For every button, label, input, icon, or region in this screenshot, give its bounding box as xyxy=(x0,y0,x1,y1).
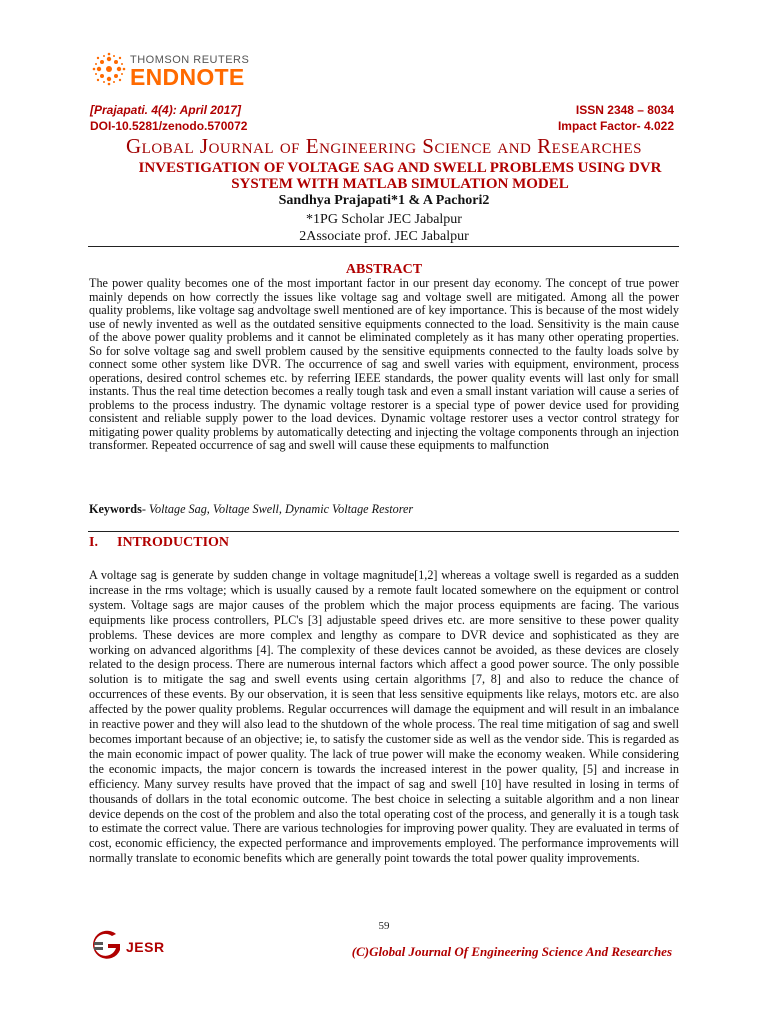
doi-text: DOI-10.5281/zenodo.570072 xyxy=(90,119,248,133)
affiliation-1: *1PG Scholar JEC Jabalpur xyxy=(306,212,462,227)
section-title: INTRODUCTION xyxy=(117,535,230,550)
endnote-sunburst-icon xyxy=(92,52,126,86)
keywords-line xyxy=(89,502,679,517)
gjesr-emblem-icon xyxy=(90,930,126,960)
keywords-text: - Voltage Sag, Voltage Swell, Dynamic Voltage Restorer xyxy=(141,502,414,516)
logo-thomson-reuters-text: THOMSON REUTERS xyxy=(130,54,250,66)
impact-factor-text: Impact Factor- 4.022 xyxy=(557,119,674,133)
section-number: I. xyxy=(89,535,98,550)
thomson-reuters-endnote-logo xyxy=(92,48,262,98)
abstract-body: The power quality becomes one of the most important factor in our present day economy. The concept of true power mainly depends on how correctly the issues like voltage sag and voltage swell are mitigated. Among all the power quality problems, like voltage sag andvoltage swell mentioned are of key importance. This is because of the most widely use of newly invented as well as the outdated sensitive equipments connected to the load. Sensitivity is the main cause of the above power quality problems and it cannot be eliminated completely as it has many other operating properties. So for solve voltage sag and swell problem caused by the sensitive equipments connected to the faulty loads solve by connect some other system like DVR. The occurrence of sag and swell varies with equipment, environment, process operations, desired control schemes etc. by referring IEEE standards, the power quality events will last only for small instants. Thus the real time detection becomes a really tough task and even a small instant variation will cause a series of problems to the process industry. The dynamic voltage restorer is a special type of power device used for providing consistent and reliable supply power to the load devices. Dynamic voltage restorer uses a vector control strategy for mitigating power quality problems by automatically detecting and injecting the voltage components through an injection transformer. Repeated occurrence of sag and swell will cause these equipments to malfunction xyxy=(89,276,679,452)
page-number: 59 xyxy=(378,920,390,932)
gjesr-logo xyxy=(90,930,190,960)
citation-text: [Prajapati. 4(4): April 2017] xyxy=(90,103,241,117)
divider xyxy=(88,531,679,532)
gjesr-logo-text: JESR xyxy=(126,939,165,955)
abstract-heading: ABSTRACT xyxy=(345,262,423,277)
paper-authors: Sandhya Prajapati*1 & A Pachori2 xyxy=(278,193,490,208)
divider xyxy=(88,246,679,247)
section-heading xyxy=(89,535,229,551)
footer-copyright: (C)Global Journal Of Engineering Science And Researches xyxy=(351,944,672,959)
issn-text: ISSN 2348 – 8034 xyxy=(575,103,674,117)
keywords-label: Keywords xyxy=(89,502,142,516)
journal-title: Global Journal of Engineering Science and Researches xyxy=(125,134,642,158)
affiliation-2: 2Associate prof. JEC Jabalpur xyxy=(299,229,469,244)
logo-endnote-text: ENDNOTE xyxy=(130,64,245,90)
paper-title: INVESTIGATION OF VOLTAGE SAG AND SWELL PROBLEMS USING DVR SYSTEM WITH MATLAB SIMULATION MODEL xyxy=(138,160,662,192)
introduction-body: A voltage sag is generate by sudden change in voltage magnitude[1,2] whereas a voltage swell is regarded as a sudden increase in the rms voltage; which is usually caused by a remote fault located somewhere on the equipment or control system. Voltage sags are major causes of the problem which the major process equipments are facing. The various equipments like process controllers, PLC's [3] adjustable speed drives etc. are more sensitive to these power quality problems. These devices are more complex and lengthy as compare to DVR device and sophisticated as they are working on advanced algorithms [4]. The complexity of these devices cannot be avoided, as these devices are closely related to the design process. There are numerous internal factors which affect a good power source. The only possible solution is to mitigate the sag and swell events using certain algorithms [7, 8] and also to reduce the chance of occurrences of these events. By our observation, it is seen that less sensitive equipments like relays, motors etc. are also affected by the power quality problems. Regular occurrences will damage the equipment and will result in an imbalance in reactive power and they will also lead to the shutdown of the whole process. The real time mitigation of sag and swell becomes important because of an objective; ie, to satisfy the customer side as well as the vendor side. This is regarded as the main economic impact of power quality. The lack of true power will make the economy weaken. While considering the economic impacts, the major concern is towards the increased interest in the power quality, [5] and increase in efficiency. Many survey results have proved that the impact of sag and swell [10] have resulted in losing in terms of thousands of dollars in the total economic outcome. The best choice in selecting a suitable algorithm and a non linear device depends on the cost of the problem and also the total operating cost of the process, and generally it is a tough task to estimate the correct value. There are various technologies for improving power quality. They are evaluated in terms of cost, economic efficiency, the expected performance and improvements employed. The performance improvements will normally translate to economic benefits which are generally point towards the total power quality improvements. xyxy=(89,568,679,866)
